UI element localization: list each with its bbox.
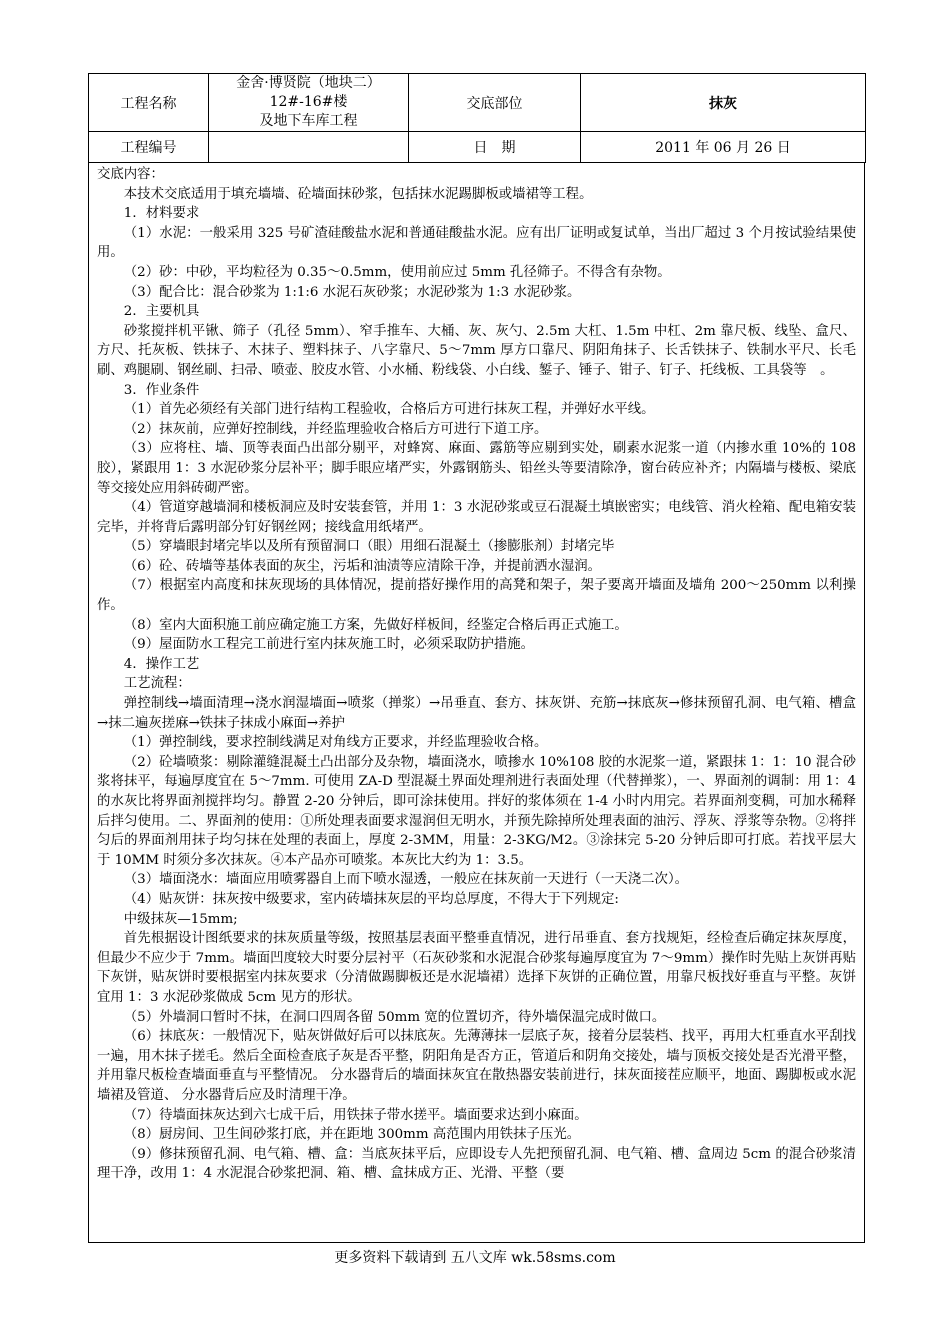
footer-text: 更多资料下载请到 五八文库 wk.58sms.com xyxy=(334,1250,616,1266)
content-paragraph: （4）贴灰饼：抹灰按中级要求，室内砖墙抹灰层的平均总厚度，不得大于下列规定: xyxy=(123,891,619,907)
content-paragraph: （3）墙面浇水：墙面应用喷雾器自上而下喷水湿透，一般应在抹灰前一天进行（一天浇二次）。 xyxy=(123,872,689,888)
header-table xyxy=(88,73,866,163)
content-paragraph: 弹控制线→墙面清理→浇水润湿墙面→喷浆（掸浆）→吊垂直、套方、抹灰饼、充筋→抹底灰→修抹预留孔洞、电气箱、槽盒→抹二遍灰搓麻→铁抹子抹成小麻面→养护 xyxy=(97,696,856,731)
content-paragraph: （3）应将柱、墙、顶等表面凸出部分剔平，对蜂窝、麻面、露筋等应剔到实处，刷素水泥浆一道（内掺水重 10%的 108 胶），紧跟用 1：3 水泥砂浆分层补平；脚手眼应堵严实，外露钢筋头、铅丝头等要清除净，窗台砖应补齐；内隔墙与楼板、梁底等交接处应用斜砖砌严密。 xyxy=(97,441,856,496)
disclosure-sheet xyxy=(88,73,865,1243)
content-paragraph: （6）抹底灰：一般情况下，贴灰饼做好后可以抹底灰。先薄薄抹一层底子灰，接着分层装档、找平，再用大杠垂直水平刮找一遍，用木抹子搓毛。然后全面检查底子灰是否平整，阴阳角是否方正，管道后和阴角交接处，墙与顶板交接处是否光滑平整，并用靠尺板检查墙面垂直与平整情况。 分水器背后的墙面抹灰宜在散热器安装前进行，抹灰面接茬应顺平，地面、踢脚板或水泥墙裙及管道、 分水器背后应及时清理干净。 xyxy=(97,1029,856,1103)
content-paragraph: 本技术交底适用于填充墙墙、砼墙面抹砂浆，包括抹水泥踢脚板或墙裙等工程。 xyxy=(123,186,593,202)
content-paragraph: （2）砂：中砂，平均粒径为 0.35～0.5mm，使用前应过 5mm 孔径筛子。不得含有杂物。 xyxy=(123,264,671,280)
content-paragraph: 砂浆搅拌机平锹、筛子（孔径 5mm）、窄手推车、大桶、灰、灰勺、2.5m 大杠、1.5m 中杠、2m 靠尺板、线坠、盒尺、方尺、托灰板、铁抹子、木抹子、塑料抹子、八字靠尺、5～7mm 厚方口靠尺、阴阳角抹子、长舌铁抹子、铁制水平尺、长毛刷、鸡腿刷、钢丝刷、扫帚、喷壶、胶皮水管、小水桶、粉线袋、小白线、錾子、锤子、钳子、钉子、托线板、工具袋等 。 xyxy=(97,323,856,378)
content-paragraph: 4．操作工艺 xyxy=(123,656,200,672)
content-paragraph: 工艺流程： xyxy=(123,676,191,692)
project-no-value xyxy=(209,132,409,163)
content-paragraph: （3）配合比：混合砂浆为 1:1:6 水泥石灰砂浆；水泥砂浆为 1:3 水泥砂浆。 xyxy=(123,284,581,300)
content-paragraph: （2）砼墙喷浆：剔除灌缝混凝土凸出部分及杂物，墙面浇水，喷掺水 10%108 胶的水泥浆一道，紧跟抹 1：1：10 混合砂浆将抹平，每遍厚度宜在 5～7mm. 可使用 ZA-D 型混凝土界面处理剂进行表面处理（代替掸浆），一、界面剂的调制：用 1：4 的水灰比将界面剂搅拌均匀。静置 2-20 分钟后，即可涂抹使用。拌好的浆体须在 1-4 小时内用完。若界面剂变稠，可加水稀释后拌匀使用。二、界面剂的使用：①所处理表面要求湿润但无明水，并预先除掉所处理表面的油污、浮灰、浮浆等杂物。②将拌匀后的界面剂用抹子均匀抹在处理的表面上，厚度 2-3MM，用量：2-3KG/M2。③涂抹完 5-20 分钟后即可打底。若找平层大于 10MM 时须分多次抹灰。④本产品亦可喷浆。本灰比大约为 1：3.5。 xyxy=(97,754,856,868)
content-paragraph: 2．主要机具 xyxy=(123,304,200,320)
content-paragraph: （4）管道穿越墙洞和楼板洞应及时安装套管，并用 1：3 水泥砂浆或豆石混凝土填嵌密实；电线管、消火栓箱、配电箱安装完毕，并将背后露明部分钉好钢丝网；接线盒用纸堵严。 xyxy=(97,500,856,535)
content-paragraphs xyxy=(97,185,856,1184)
content-paragraph: 中级抹灰—15mm; xyxy=(123,911,238,927)
date-label: 日 期 xyxy=(409,132,581,163)
content-paragraph: （5）穿墙眼封堵完毕以及所有预留洞口（眼）用细石混凝土（掺膨胀剂）封堵完毕 xyxy=(123,539,615,555)
content-area xyxy=(88,163,865,1243)
content-paragraph: （6）砼、砖墙等基体表面的灰尘，污垢和油渍等应清除干净，并提前洒水湿润。 xyxy=(123,558,601,574)
content-paragraph: （9）屋面防水工程完工前进行室内抹灰施工时，必须采取防护措施。 xyxy=(123,637,535,653)
content-paragraph: （7）待墙面抹灰达到六七成干后，用铁抹子带水搓平。墙面要求达到小麻面。 xyxy=(123,1107,588,1123)
content-paragraph: （1）水泥：一般采用 325 号矿渣硅酸盐水泥和普通硅酸盐水泥。应有出厂证明或复试单，当出厂超过 3 个月按试验结果使用。 xyxy=(97,225,856,261)
disclosure-part-label: 交底部位 xyxy=(409,74,581,132)
content-paragraph: （8）厨房间、卫生间砂浆打底，并在距地 300mm 高范围内用铁抹子压光。 xyxy=(123,1127,581,1143)
project-no-label: 工程编号 xyxy=(89,132,209,163)
project-name-label: 工程名称 xyxy=(89,74,209,132)
project-name-line2: 及地下车库工程 xyxy=(259,113,358,129)
content-paragraph: （1）弹控制线，要求控制线满足对角线方正要求，并经监理验收合格。 xyxy=(123,735,548,751)
date-value: 2011 年 06 月 26 日 xyxy=(581,132,866,163)
content-paragraph: 1．材料要求 xyxy=(123,206,200,222)
content-paragraph: （7）根据室内高度和抹灰现场的具体情况，提前搭好操作用的高凳和架子，架子要离开墙面及墙角 200～250mm 以利操作。 xyxy=(97,578,856,614)
content-paragraph: （2）抹灰前，应弹好控制线，并经监理验收合格后方可进行下道工序。 xyxy=(123,421,548,437)
content-paragraph: （5）外墙洞口暂时不抹，在洞口四周各留 50mm 宽的位置切齐，待外墙保温完成时做口。 xyxy=(123,1009,666,1025)
content-paragraph: 首先根据设计图纸要求的抹灰质量等级，按照基层表面平整垂直情况，进行吊垂直、套方找规矩，经检查后确定抹灰厚度，但最少不应少于 7mm。墙面凹度较大时要分层衬平（石灰砂浆和水泥混合砂浆每遍厚度宜为 7～9mm）操作时先贴上灰饼再贴下灰饼，贴灰饼时要根据室内抹灰要求（分清做踢脚板还是水泥墙裙）选择下灰饼的正确位置，用靠尺板找好垂直与平整。灰饼宜用 1：3 水泥砂浆做成 5cm 见方的形状。 xyxy=(97,931,856,1005)
content-paragraph: （8）室内大面积施工前应确定施工方案，先做好样板间，经鉴定合格后再正式施工。 xyxy=(123,617,628,633)
content-paragraph: 3．作业条件 xyxy=(123,382,200,398)
disclosure-part-value: 抹灰 xyxy=(581,74,866,132)
project-name-value xyxy=(209,74,409,132)
project-name-line1: 金舍·博贤院（地块二）12#-16#楼 xyxy=(236,75,381,110)
content-paragraph: （9）修抹预留孔洞、电气箱、槽、盒：当底灰抹平后，应即设专人先把预留孔洞、电气箱、槽、盒周边 5cm 的混合砂浆清理干净，改用 1：4 水泥混合砂浆把洞、箱、槽、盒抹成方正、光滑、平整（要 xyxy=(97,1146,856,1182)
content-paragraph: （1）首先必须经有关部门进行结构工程验收，合格后方可进行抹灰工程，并弹好水平线。 xyxy=(123,402,655,418)
content-heading: 交底内容： xyxy=(97,167,164,182)
